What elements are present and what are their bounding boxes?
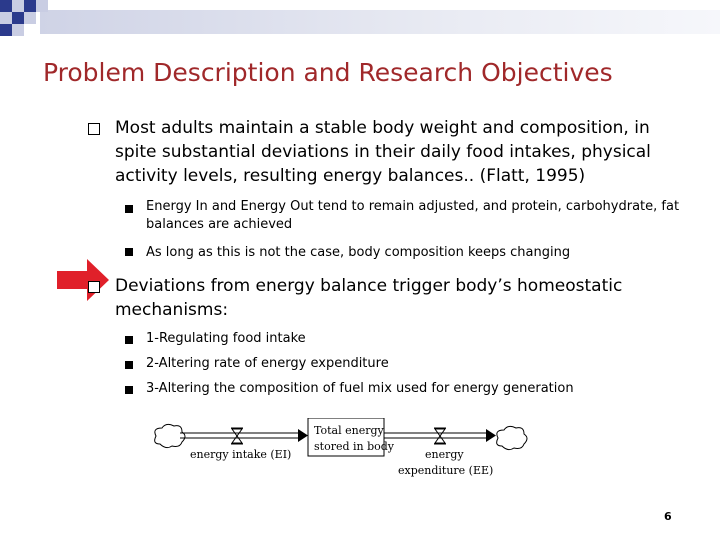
sub-bullet-text: 2-Altering rate of energy expenditure (146, 356, 389, 371)
bullet-text: Deviations from energy balance trigger body’s homeostatic mechanisms: (115, 276, 623, 320)
sub-bullet-text: 3-Altering the composition of fuel mix used for energy generation (146, 381, 574, 396)
square-bullet-icon (125, 386, 133, 394)
stock-label-line1: Total energy (314, 424, 384, 437)
red-arrow-icon (57, 259, 109, 301)
sub-bullet-text: Energy In and Energy Out tend to remain adjusted, and protein, carbohydrate, fat balances are achieved (146, 199, 680, 232)
header-band (40, 10, 720, 34)
sink-cloud-icon (497, 426, 527, 449)
checker-decoration (0, 0, 60, 40)
outflow-label-line1: energy (425, 448, 464, 461)
square-bullet-icon (125, 205, 133, 213)
energy-balance-diagram (150, 418, 530, 488)
page-number: 6 (664, 510, 672, 523)
bullet-text: Most adults maintain a stable body weight and composition, in spite substantial deviations in their daily food intakes, physical activity levels, resulting energy balances.. (Flatt, 1995) (115, 118, 651, 186)
inflow-valve-icon (231, 428, 243, 444)
outflow-label-line2: expenditure (EE) (398, 464, 494, 477)
sub-bullet-text: As long as this is not the case, body composition keeps changing (146, 245, 571, 260)
sub-bullet-text: 1-Regulating food intake (146, 331, 306, 346)
checkbox-bullet-icon (88, 279, 100, 297)
square-bullet-icon (125, 361, 133, 369)
stock-label-line2: stored in body (314, 440, 395, 453)
checkbox-bullet-icon (88, 121, 100, 139)
source-cloud-icon (155, 424, 185, 447)
inflow-label: energy intake (EI) (190, 448, 292, 461)
outflow-valve-icon (434, 428, 446, 444)
slide-title: Problem Description and Research Objectives (43, 58, 613, 87)
square-bullet-icon (125, 336, 133, 344)
square-bullet-icon (125, 248, 133, 256)
